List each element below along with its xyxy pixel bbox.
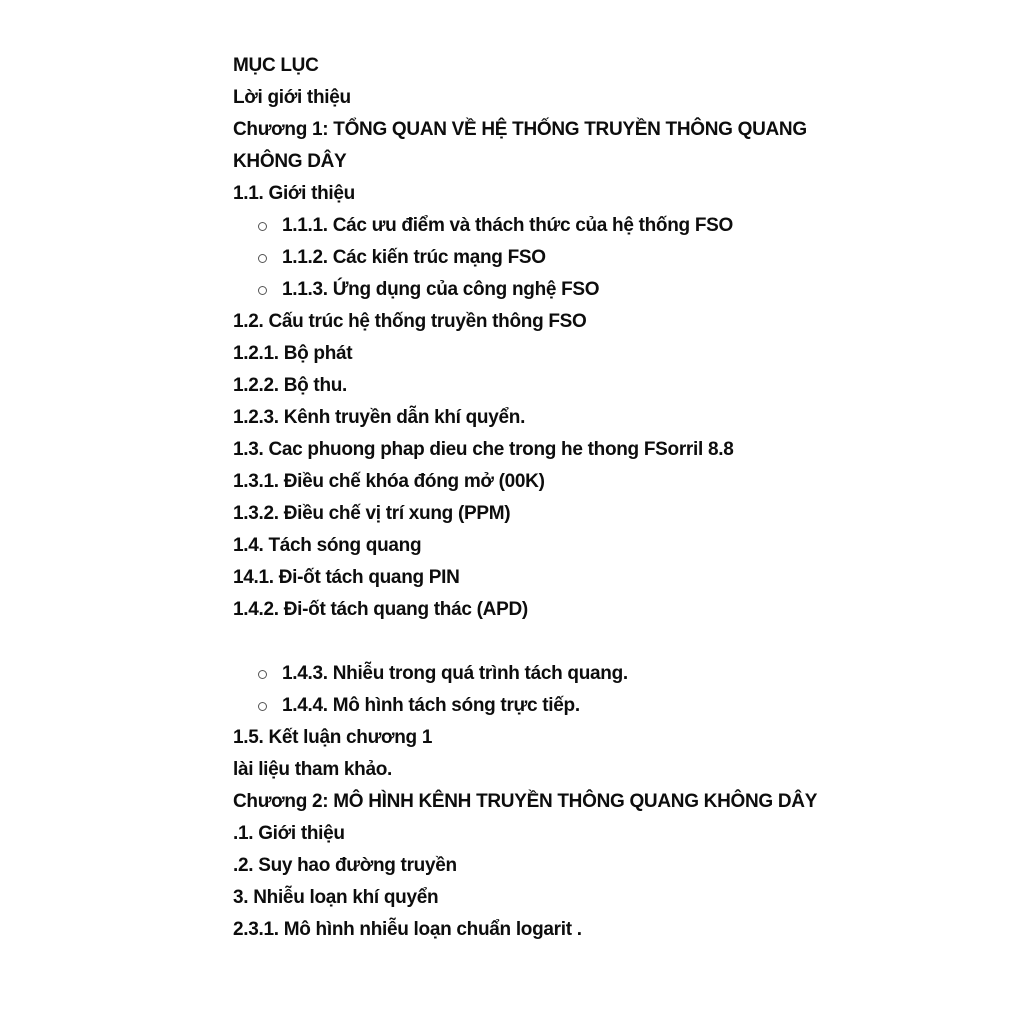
toc-item-text: 1.2.3. Kênh truyền dẫn khí quyển. — [233, 407, 526, 428]
toc-item — [233, 498, 873, 530]
toc-item — [233, 786, 873, 818]
toc-item-bulleted — [233, 690, 873, 722]
toc-item — [233, 434, 873, 466]
toc-item — [233, 914, 873, 946]
toc-item-text: lài liệu tham khảo. — [233, 759, 393, 780]
toc-item — [233, 114, 873, 146]
table-of-contents — [233, 50, 873, 946]
toc-item-text: 1.4.2. Đi-ốt tách quang thác (APD) — [233, 599, 528, 620]
toc-item-text: 1.2.2. Bộ thu. — [233, 375, 348, 396]
toc-item-text: MỤC LỤC — [233, 55, 319, 76]
bullet-circle-icon — [258, 254, 267, 263]
toc-item-bulleted — [233, 242, 873, 274]
toc-item-text: Chương 1: TỔNG QUAN VỀ HỆ THỐNG TRUYỀN THÔNG QUANG — [233, 119, 807, 140]
toc-item-bulleted — [233, 210, 873, 242]
toc-item-text: 1.3.2. Điều chế vị trí xung (PPM) — [233, 503, 511, 524]
toc-item-bulleted — [233, 658, 873, 690]
toc-item-text: 14.1. Đi-ốt tách quang PIN — [233, 567, 460, 588]
toc-item-text: 1.2.1. Bộ phát — [233, 343, 353, 364]
toc-item — [233, 530, 873, 562]
toc-item — [233, 754, 873, 786]
toc-item — [233, 594, 873, 626]
bullet-circle-icon — [258, 222, 267, 231]
toc-item-text: 1.2. Cấu trúc hệ thống truyền thông FSO — [233, 311, 587, 332]
toc-item-text: .2. Suy hao đường truyền — [233, 855, 457, 876]
toc-item — [233, 370, 873, 402]
toc-item — [233, 338, 873, 370]
toc-item-text: 1.1.1. Các ưu điểm và thách thức của hệ thống FSO — [282, 215, 733, 236]
toc-item-text: .1. Giới thiệu — [233, 823, 345, 844]
toc-item — [233, 146, 873, 178]
toc-item — [233, 562, 873, 594]
toc-item-text: 1.1. Giới thiệu — [233, 183, 355, 204]
toc-item-text: 1.1.3. Ứng dụng của công nghệ FSO — [282, 279, 600, 300]
toc-item — [233, 850, 873, 882]
toc-item-text: Chương 2: MÔ HÌNH KÊNH TRUYỀN THÔNG QUANG KHÔNG DÂY — [233, 791, 818, 812]
toc-item-text: 1.4.3. Nhiễu trong quá trình tách quang. — [282, 663, 628, 684]
blank-line — [233, 626, 873, 658]
toc-item-text: 1.1.2. Các kiến trúc mạng FSO — [282, 247, 546, 268]
bullet-circle-icon — [258, 670, 267, 679]
toc-item — [233, 882, 873, 914]
bullet-circle-icon — [258, 702, 267, 711]
toc-item — [233, 402, 873, 434]
toc-title — [233, 50, 873, 82]
toc-item-text: 3. Nhiễu loạn khí quyển — [233, 887, 439, 908]
bullet-circle-icon — [258, 286, 267, 295]
toc-item — [233, 82, 873, 114]
toc-item-text: 1.4. Tách sóng quang — [233, 535, 422, 556]
toc-item-text: 2.3.1. Mô hình nhiễu loạn chuẩn logarit . — [233, 919, 582, 940]
toc-item — [233, 466, 873, 498]
toc-item-text: 1.5. Kết luận chương 1 — [233, 727, 433, 748]
toc-item-text: KHÔNG DÂY — [233, 151, 347, 172]
toc-item-text: 1.3. Cac phuong phap dieu che trong he thong FSorril 8.8 — [233, 439, 734, 460]
toc-item — [233, 178, 873, 210]
toc-item-text: 1.4.4. Mô hình tách sóng trực tiếp. — [282, 695, 580, 716]
toc-item-text: Lời giới thiệu — [233, 87, 351, 108]
toc-item-text: 1.3.1. Điều chế khóa đóng mở (00K) — [233, 471, 545, 492]
toc-item — [233, 722, 873, 754]
toc-item-bulleted — [233, 274, 873, 306]
toc-item — [233, 818, 873, 850]
toc-item — [233, 306, 873, 338]
